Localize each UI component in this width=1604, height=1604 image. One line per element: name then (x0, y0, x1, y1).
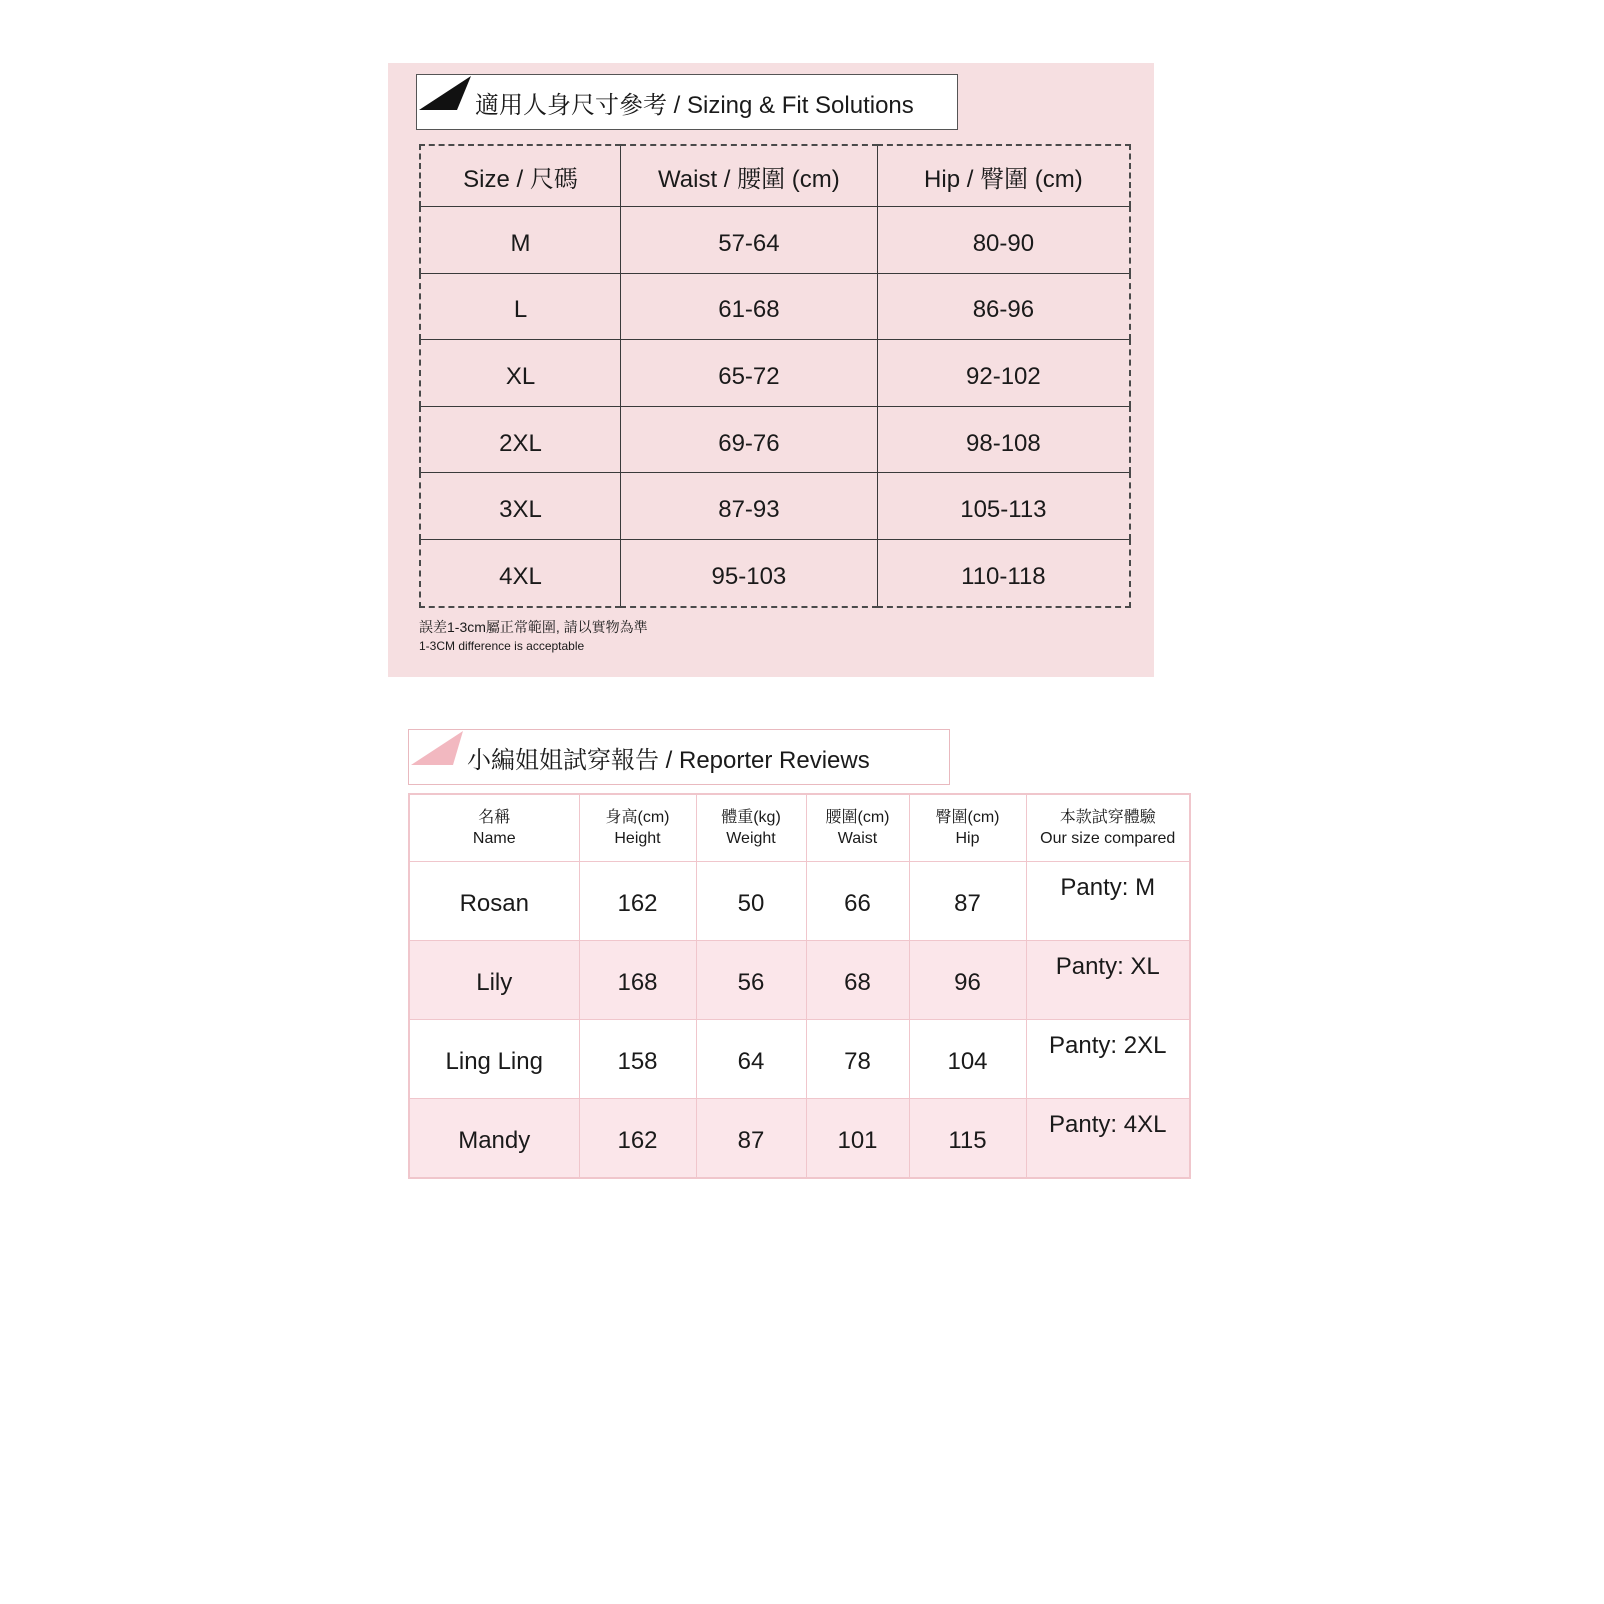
reviews-title: 小編姐姐試穿報告 / Reporter Reviews (467, 746, 870, 774)
header-weight (696, 794, 806, 862)
sizing-row (420, 539, 1130, 607)
header-zh-label: 腰圍(cm) (825, 809, 890, 826)
waist-cell: 68 (806, 941, 909, 1020)
header-zh-label: 體重(kg) (721, 809, 781, 826)
review-row (409, 862, 1190, 941)
weight-cell: 56 (696, 941, 806, 1020)
sizing-row (420, 473, 1130, 540)
hip-cell: 105-113 (877, 473, 1130, 540)
sizing-row (420, 406, 1130, 473)
hip-cell: 86-96 (877, 273, 1130, 340)
waist-cell: 87-93 (621, 473, 878, 540)
sizing-table (419, 144, 1131, 608)
weight-cell: 64 (696, 1020, 806, 1099)
size-compared-cell: Panty: M (1026, 862, 1190, 941)
size-compared-cell: Panty: 4XL (1026, 1099, 1190, 1179)
waist-cell: 69-76 (621, 406, 878, 473)
sizing-title: 適用人身尺寸參考 / Sizing & Fit Solutions (475, 91, 914, 119)
header-en-label: Name (472, 830, 516, 847)
hip-cell: 115 (909, 1099, 1026, 1179)
size-cell: 4XL (420, 539, 621, 607)
reviews-title-tab (408, 729, 950, 785)
weight-cell: 50 (696, 862, 806, 941)
header-size: Size / 尺碼 (420, 145, 621, 207)
hip-cell: 98-108 (877, 406, 1130, 473)
header-size-compared (1026, 794, 1190, 862)
reviewer-name: Lily (409, 941, 579, 1020)
reviewer-name: Mandy (409, 1099, 579, 1179)
page-corner-icon (409, 730, 465, 766)
height-cell: 162 (579, 862, 696, 941)
review-row (409, 1099, 1190, 1179)
size-cell: 2XL (420, 406, 621, 473)
page-corner-icon (417, 75, 473, 111)
tolerance-note-en: 1-3CM difference is acceptable (419, 639, 585, 653)
waist-cell: 65-72 (621, 340, 878, 407)
header-zh-label: 臀圍(cm) (935, 809, 1000, 826)
header-en-label: Height (614, 830, 661, 847)
hip-cell: 87 (909, 862, 1026, 941)
weight-cell: 87 (696, 1099, 806, 1179)
waist-cell: 61-68 (621, 273, 878, 340)
header-en-label: Our size compared (1040, 830, 1176, 847)
hip-cell: 110-118 (961, 562, 1046, 590)
size-cell: M (420, 207, 621, 274)
header-en-label: Waist (837, 830, 878, 847)
header-hip: Hip / 臀圍 (cm) (877, 145, 1130, 207)
header-name (409, 794, 579, 862)
height-cell: 162 (579, 1099, 696, 1179)
review-row (409, 1020, 1190, 1099)
size-compared-cell: Panty: XL (1026, 941, 1190, 1020)
header-zh-label: 身高(cm) (605, 809, 670, 826)
reviews-table (408, 793, 1191, 1179)
header-en-label: Hip (955, 830, 980, 847)
size-cell: 3XL (420, 473, 621, 540)
hip-cell: 92-102 (877, 340, 1130, 407)
waist-cell: 78 (806, 1020, 909, 1099)
reviewer-name: Ling Ling (409, 1020, 579, 1099)
waist-cell: 101 (806, 1099, 909, 1179)
height-cell: 158 (579, 1020, 696, 1099)
waist-cell: 66 (806, 862, 909, 941)
size-cell: L (420, 273, 621, 340)
hip-cell: 104 (909, 1020, 1026, 1099)
header-height (579, 794, 696, 862)
sizing-row (420, 340, 1130, 407)
sizing-header-row (420, 145, 1130, 207)
tolerance-note-zh: 誤差1-3cm屬正常範圍, 請以實物為準 (419, 619, 648, 635)
size-compared-cell: Panty: 2XL (1026, 1020, 1190, 1099)
review-row (409, 941, 1190, 1020)
sizing-row (420, 273, 1130, 340)
sizing-row (420, 207, 1130, 274)
waist-cell: 95-103 (621, 539, 878, 607)
reviews-header-row (409, 794, 1190, 862)
header-en-label: Weight (726, 830, 776, 847)
header-waist: Waist / 腰圍 (cm) (621, 145, 878, 207)
sizing-title-tab (416, 74, 958, 130)
waist-cell: 57-64 (621, 207, 878, 274)
height-cell: 168 (579, 941, 696, 1020)
header-waist (806, 794, 909, 862)
header-zh-label: 名稱 (478, 809, 511, 826)
hip-cell: 96 (909, 941, 1026, 1020)
sizing-panel (388, 63, 1154, 677)
size-cell: XL (420, 340, 621, 407)
hip-cell: 80-90 (877, 207, 1130, 274)
header-zh-label: 本款試穿體驗 (1059, 809, 1156, 826)
reviewer-name: Rosan (409, 862, 579, 941)
header-hip (909, 794, 1026, 862)
